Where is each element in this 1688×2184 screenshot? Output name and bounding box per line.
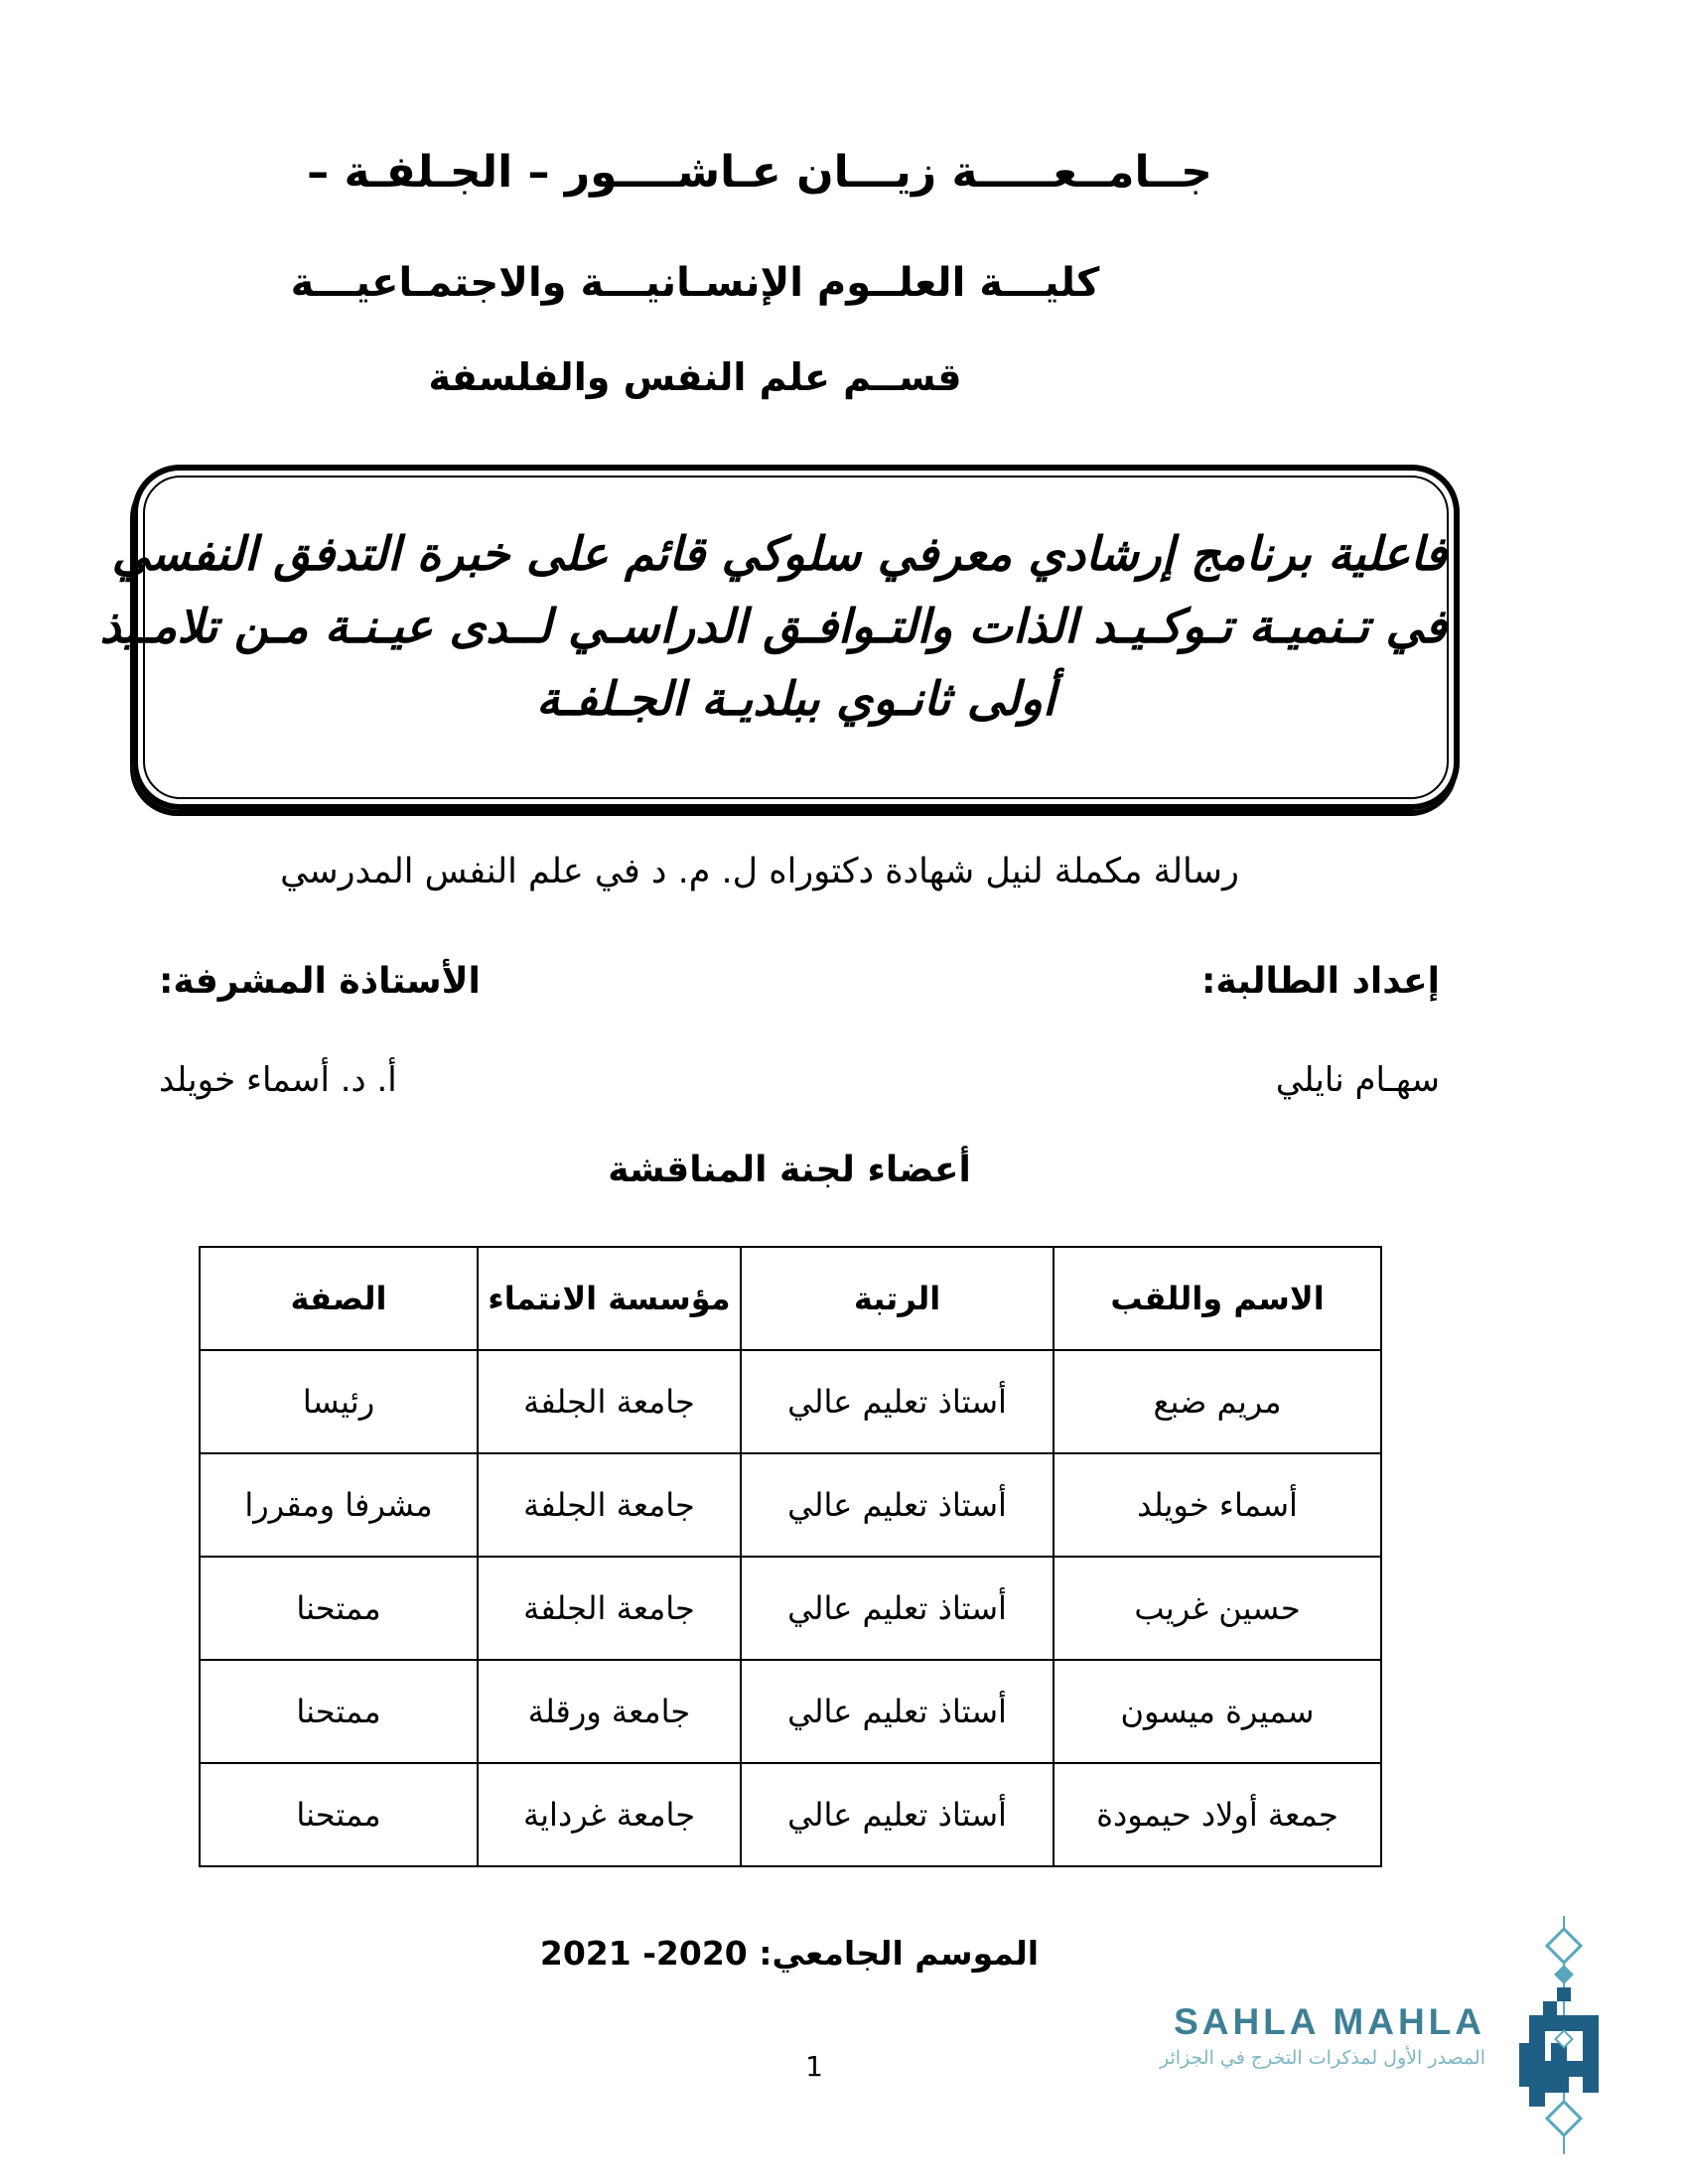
academic-year: الموسم الجامعي: 2020- 2021 — [539, 1934, 1040, 1973]
faculty-name: كليـــة العلــوم الإنسـانيـــة والاجتمـاعيـــة — [290, 260, 1100, 306]
cell-role: ممتحنا — [200, 1557, 478, 1660]
cell-name: حسين غريب — [1054, 1557, 1381, 1660]
cell-rank: أستاذ تعليم عالي — [741, 1660, 1054, 1763]
col-header-name: الاسم واللقب — [1054, 1247, 1381, 1350]
table-row — [200, 1660, 1381, 1763]
logo-emblem-icon — [1499, 1916, 1628, 2154]
degree-note: رسالة مكملة لنيل شهادة دكتوراه ل. م. د في علم النفس المدرسي — [280, 852, 1239, 891]
cell-role: ممتحنا — [200, 1763, 478, 1866]
thesis-title-box — [99, 465, 1460, 810]
col-header-institution: مؤسسة الانتماء — [478, 1247, 741, 1350]
thesis-title-line-1: فاعلية برنامج إرشادي معرفي سلوكي قائم على خبرة التدفق النفسي — [111, 527, 1447, 582]
table-row — [200, 1557, 1381, 1660]
department-name: قســم علم النفس والفلسفة — [428, 355, 962, 399]
col-header-role: الصفة — [200, 1247, 478, 1350]
table-row — [200, 1350, 1381, 1453]
student-label: إعداد الطالبة: — [1201, 961, 1440, 1002]
cell-rank: أستاذ تعليم عالي — [741, 1763, 1054, 1866]
cell-institution: جامعة ورقلة — [478, 1660, 741, 1763]
supervisor-name: أ. د. أسماء خويلد — [159, 1060, 397, 1100]
student-name: سهـام نايلي — [1275, 1060, 1440, 1100]
cell-role: ممتحنا — [200, 1660, 478, 1763]
committee-heading: أعضاء لجنة المناقشة — [608, 1150, 971, 1190]
cell-name: مريم ضبع — [1054, 1350, 1381, 1453]
cell-rank: أستاذ تعليم عالي — [741, 1557, 1054, 1660]
table-header-row — [200, 1247, 1381, 1350]
thesis-title-box-inner — [99, 476, 1449, 799]
col-header-rank: الرتبة — [741, 1247, 1054, 1350]
cell-institution: جامعة الجلفة — [478, 1350, 741, 1453]
table-row — [200, 1763, 1381, 1866]
thesis-title-line-3: أولى ثانـوي ببلديـة الجـلفـة — [536, 671, 1055, 727]
logo-tagline: المصدر الأول لمذكرات التخرج في الجزائر — [1159, 2047, 1485, 2069]
logo-wordmark: SAHLA MAHLA — [1174, 2001, 1485, 2042]
cell-institution: جامعة الجلفة — [478, 1453, 741, 1557]
committee-table — [199, 1246, 1382, 1867]
people-names-row — [159, 1060, 1440, 1100]
cell-name: جمعة أولاد حيمودة — [1054, 1763, 1381, 1866]
supervisor-label: الأستاذة المشرفة: — [159, 961, 481, 1002]
table-row — [200, 1453, 1381, 1557]
cell-institution: جامعة الجلفة — [478, 1557, 741, 1660]
page-number: 1 — [805, 2050, 823, 2083]
cell-name: أسماء خويلد — [1054, 1453, 1381, 1557]
cell-rank: أستاذ تعليم عالي — [741, 1453, 1054, 1557]
cell-institution: جامعة غرداية — [478, 1763, 741, 1866]
cell-rank: أستاذ تعليم عالي — [741, 1350, 1054, 1453]
cell-role: رئيسا — [200, 1350, 478, 1453]
cell-name: سميرة ميسون — [1054, 1660, 1381, 1763]
cell-role: مشرفا ومقررا — [200, 1453, 478, 1557]
thesis-title-line-2: في تـنميـة تـوكـيـد الذات والتـوافـق الدراسـي لــدى عيـنـة مـن تلامـيذ — [99, 599, 1447, 654]
sahla-mahla-logo — [1160, 1916, 1628, 2154]
people-labels-row — [159, 961, 1440, 1002]
logo-text-block — [1160, 2001, 1485, 2069]
university-name: جــامــعـــــة زيـــان عـاشــــور – الجـلفـة – — [307, 147, 1212, 198]
